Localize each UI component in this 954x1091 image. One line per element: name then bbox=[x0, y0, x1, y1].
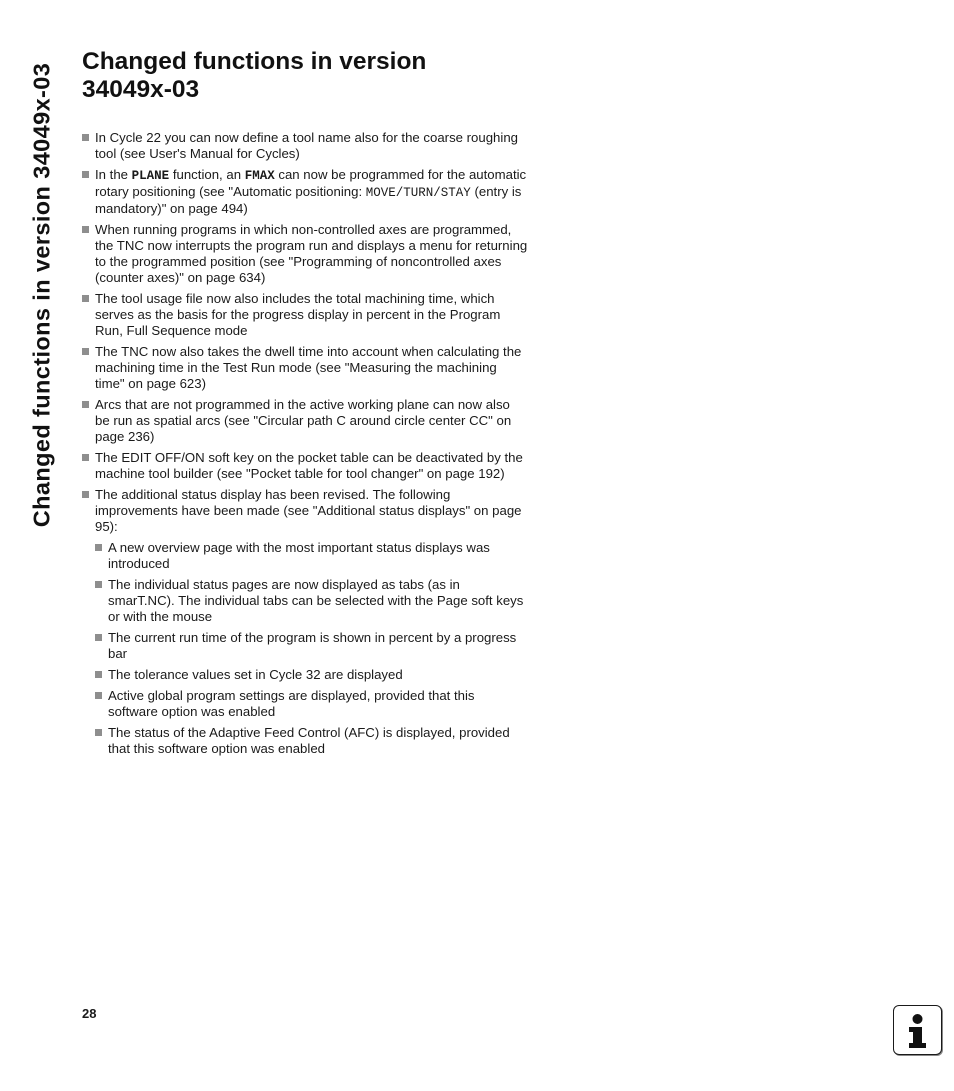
sub-list-item: The status of the Adaptive Feed Control (AFC) is displayed, provided that this software option was enabled bbox=[95, 725, 528, 757]
sub-list-item: The tolerance values set in Cycle 32 are displayed bbox=[95, 667, 528, 683]
list-item: The additional status display has been revised. The following improvements have been made (see "Additional status displays" on page 95): A new overview page with the most important status displays was introduced The individual status pages are now displayed as tabs (as in smarT.NC). The individual tabs can be selected with the Page soft keys or with the mouse The current run time of the program is shown in percent by a progress bar The tolerance values set in Cycle 32 are displayed Active global program settings are displayed, provided that this software option was enabled The status of the Adaptive Feed Control (AFC) is displayed, provided that this software option was enabled bbox=[82, 487, 528, 757]
sub-list-item: A new overview page with the most important status displays was introduced bbox=[95, 540, 528, 572]
info-icon bbox=[893, 1005, 942, 1055]
list-item: Arcs that are not programmed in the active working plane can now also be run as spatial arcs (see "Circular path C around circle center CC" on page 236) bbox=[82, 397, 528, 445]
code-fmax: FMAX bbox=[244, 169, 275, 183]
sub-list-item: Active global program settings are displayed, provided that this software option was enabled bbox=[95, 688, 528, 720]
page-title-line-2: 34049x-03 bbox=[82, 76, 200, 103]
code-plane: PLANE bbox=[131, 169, 170, 183]
side-chapter-title-text: Changed functions in version 34049x-03 bbox=[28, 62, 55, 528]
list-item: When running programs in which non-controlled axes are programmed, the TNC now interrupts the program run and displays a menu for returning to the programmed position (see "Programming of noncontrolled axes (counter axes)" on page 634) bbox=[82, 222, 528, 286]
sub-list-item: The current run time of the program is shown in percent by a progress bar bbox=[95, 630, 528, 662]
list-item: In Cycle 22 you can now define a tool name also for the coarse roughing tool (see User's Manual for Cycles) bbox=[82, 130, 528, 162]
list-item: In the PLANE function, an FMAX can now be programmed for the automatic rotary positioning (see "Automatic positioning: MOVE/TURN/STAY (entry is mandatory)" on page 494) bbox=[82, 167, 528, 217]
status-improvements-sublist bbox=[95, 540, 528, 757]
changes-list bbox=[82, 130, 528, 762]
side-chapter-title bbox=[24, 52, 60, 538]
page-title bbox=[82, 48, 522, 104]
page-number: 28 bbox=[82, 1006, 97, 1021]
sub-list-item: The individual status pages are now displayed as tabs (as in smarT.NC). The individual tabs can be selected with the Page soft keys or with the mouse bbox=[95, 577, 528, 625]
list-item: The TNC now also takes the dwell time into account when calculating the machining time in the Test Run mode (see "Measuring the machining time" on page 623) bbox=[82, 344, 528, 392]
page-title-line-1: Changed functions in version bbox=[82, 48, 427, 75]
list-item: The EDIT OFF/ON soft key on the pocket table can be deactivated by the machine tool builder (see "Pocket table for tool changer" on page 192) bbox=[82, 450, 528, 482]
code-move-turn-stay: MOVE/TURN/STAY bbox=[365, 186, 471, 200]
list-item: The tool usage file now also includes the total machining time, which serves as the basis for the progress display in percent in the Program Run, Full Sequence mode bbox=[82, 291, 528, 339]
